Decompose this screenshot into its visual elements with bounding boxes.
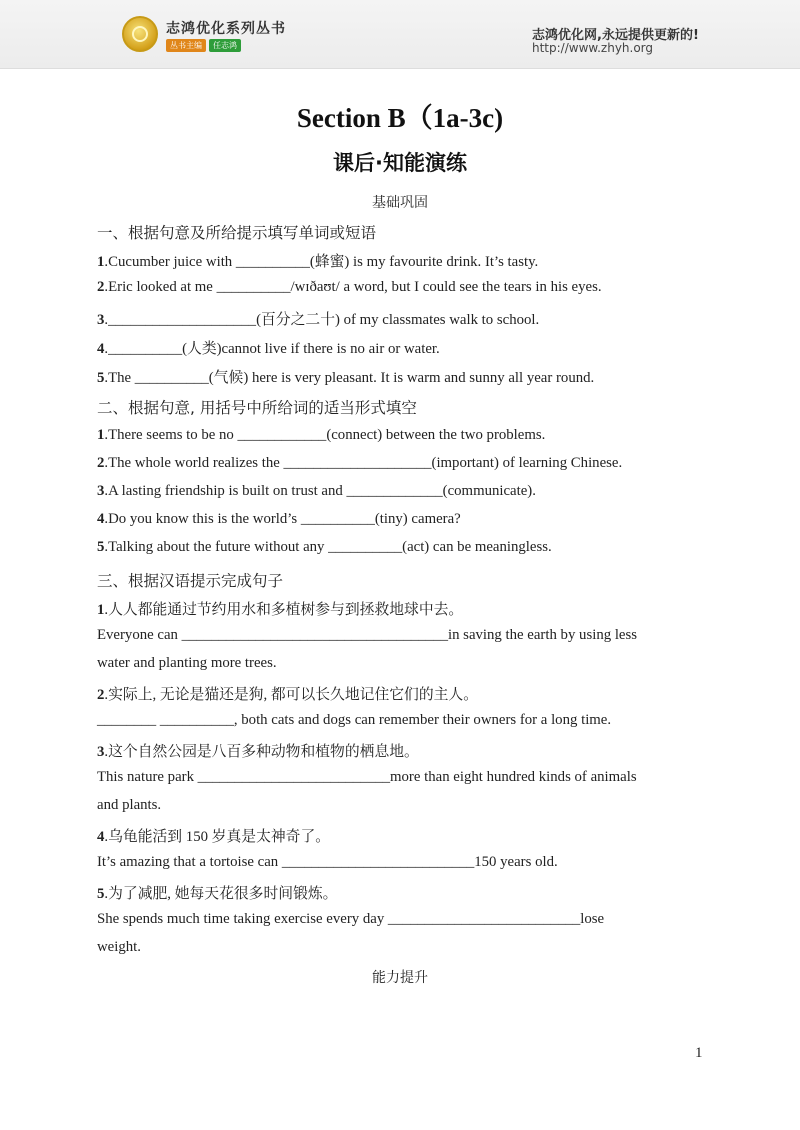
page-header bbox=[0, 0, 800, 69]
section-basic-label: 基础巩固 bbox=[372, 195, 428, 211]
part2-item-1: 1.There seems to be no ____________(connect) between the two problems. bbox=[97, 427, 546, 443]
part3-q5-english: She spends much time taking exercise every day __________________________lose bbox=[97, 911, 605, 927]
editor-name-badge: 任志鸿 bbox=[209, 39, 241, 52]
brand-name: 志鸿优化系列丛书 bbox=[166, 21, 286, 37]
page-subtitle: 课后·知能演练 bbox=[333, 151, 467, 175]
part1-item-2: 2.Eric looked at me __________/wɪðaʊt/ a word, but I could see the tears in his eyes. bbox=[97, 279, 602, 295]
part2-heading: 二、根据句意, 用括号中所给词的适当形式填空 bbox=[97, 399, 417, 417]
part2-item-4: 4.Do you know this is the world’s __________(tiny) camera? bbox=[97, 511, 461, 527]
header-url[interactable]: http://www.zhyh.org bbox=[532, 41, 654, 55]
part1-item-3: 3.____________________(百分之二十) of my classmates walk to school. bbox=[97, 312, 540, 328]
part3-q1-chinese: 1.人人都能通过节约用水和多植树参与到拯救地球中去。 bbox=[97, 602, 464, 618]
part1-item-1: 1.Cucumber juice with __________(蜂蜜) is my favourite drink. It’s tasty. bbox=[97, 254, 539, 270]
editor-badge: 丛书主编 bbox=[166, 39, 206, 52]
part2-item-3: 3.A lasting friendship is built on trust and _____________(communicate). bbox=[97, 483, 536, 499]
part3-q3-chinese: 3.这个自然公园是八百多种动物和植物的栖息地。 bbox=[97, 744, 419, 760]
part3-q4-english: It’s amazing that a tortoise can __________________________150 years old. bbox=[97, 854, 558, 870]
section-advanced-label: 能力提升 bbox=[372, 970, 428, 986]
part3-q1-english-cont: water and planting more trees. bbox=[97, 655, 277, 671]
part2-item-2: 2.The whole world realizes the ____________________(important) of learning Chinese. bbox=[97, 455, 623, 471]
part1-item-4: 4.__________(人类)cannot live if there is no air or water. bbox=[97, 341, 440, 357]
part3-q2-english: ________ __________, both cats and dogs can remember their owners for a long time. bbox=[97, 712, 612, 728]
page-number: 1 bbox=[695, 1045, 703, 1061]
part3-q4-chinese: 4.乌龟能活到 150 岁真是太神奇了。 bbox=[97, 829, 331, 845]
part3-q2-chinese: 2.实际上, 无论是猫还是狗, 都可以长久地记住它们的主人。 bbox=[97, 687, 479, 703]
part2-item-5: 5.Talking about the future without any __________(act) can be meaningless. bbox=[97, 539, 552, 555]
header-slogan: 志鸿优化网,永远提供更新的! bbox=[532, 28, 699, 43]
part3-q3-english: This nature park __________________________more than eight hundred kinds of animals bbox=[97, 769, 637, 785]
brand-logo-icon bbox=[122, 16, 158, 52]
part3-heading: 三、根据汉语提示完成句子 bbox=[97, 572, 284, 590]
part3-q3-english-cont: and plants. bbox=[97, 797, 162, 813]
part1-heading: 一、根据句意及所给提示填写单词或短语 bbox=[97, 224, 377, 242]
part3-q1-english: Everyone can ____________________________________in saving the earth by using less bbox=[97, 627, 638, 643]
part3-q5-english-cont: weight. bbox=[97, 939, 141, 955]
part1-item-5: 5.The __________(气候) here is very pleasant. It is warm and sunny all year round. bbox=[97, 370, 595, 386]
part3-q5-chinese: 5.为了减肥, 她每天花很多时间锻炼。 bbox=[97, 886, 338, 902]
page-title: Section B（1a-3c) bbox=[296, 103, 504, 133]
series-badges bbox=[166, 39, 241, 52]
